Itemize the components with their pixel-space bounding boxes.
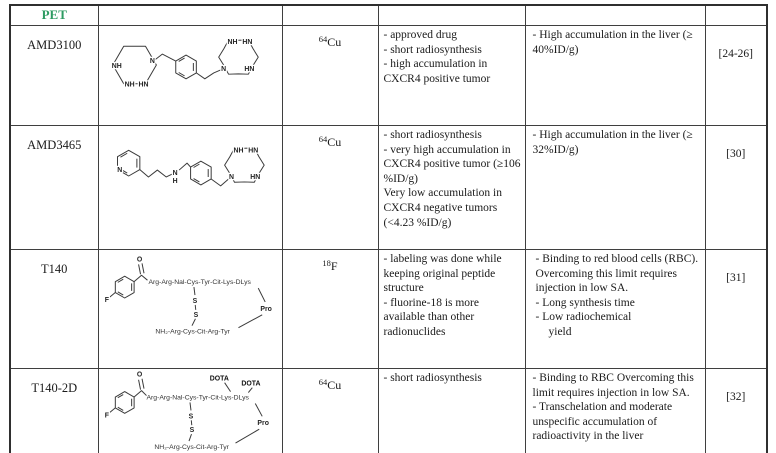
advantage-item: - fluorine-18 is more available than other radionuclides <box>383 296 479 338</box>
nh-label: NH <box>124 81 135 89</box>
n-label: N <box>229 173 235 181</box>
sulfur-label: S <box>188 413 194 421</box>
empty-header-cell <box>525 5 705 26</box>
advantage-item: - short radiosynthesis <box>383 372 482 384</box>
sulfur-label: S <box>192 297 198 305</box>
table-row-amd3100 <box>10 26 767 126</box>
chemical-structure-amd3100 <box>98 26 282 126</box>
chemical-structure-t140 <box>98 250 282 369</box>
hn-label: HN <box>250 173 261 181</box>
amd3100-structure-drawing <box>99 27 281 101</box>
nh-label: NH <box>227 39 238 47</box>
chemical-structure-t140-2d <box>98 369 282 453</box>
limitation-item: - Long synthesis time <box>535 296 635 309</box>
tracer-table <box>9 4 768 453</box>
t140-2d-structure-drawing <box>99 370 281 453</box>
advantages-cell <box>378 250 525 369</box>
proline-label: Pro <box>257 420 269 428</box>
limitation-item: - Binding to red blood cells (RBC). Overcoming this limit requires injection in low SA. <box>535 253 699 295</box>
limitations-cell <box>525 126 705 250</box>
chemical-structure-amd3465 <box>98 126 282 250</box>
limitation-item: - High accumulation in the liver (≥ 32%ID/g) <box>532 129 693 156</box>
hn-label: HN <box>248 147 259 155</box>
limitation-item: - High accumulation in the liver (≥ 40%ID/g) <box>532 29 693 56</box>
nh-label: NH <box>111 62 122 70</box>
carbonyl-o-label: O <box>136 371 143 379</box>
element-symbol: F <box>330 259 338 273</box>
amine-n-label: N <box>172 170 178 178</box>
empty-header-cell <box>378 5 525 26</box>
isotope-superscript: 18 <box>322 258 331 268</box>
modality-label: PET <box>10 5 98 26</box>
advantages-cell <box>378 369 525 453</box>
table-row-t140 <box>10 250 767 369</box>
element-symbol: Cu <box>327 35 342 49</box>
advantages-cell <box>378 26 525 126</box>
radionuclide <box>282 250 378 369</box>
radionuclide <box>282 126 378 250</box>
limitation-item: - Low radiochemical <box>535 311 632 324</box>
isotope-superscript: 64 <box>318 377 328 387</box>
empty-header-cell <box>98 5 282 26</box>
peptide-bottom-chain: NH₂-Arg-Cys-Cit-Arg-Tyr <box>154 443 229 451</box>
advantage-item: - very high accumulation in CXCR4 positive tumor (≥106 %ID/g) <box>383 143 521 185</box>
sulfur-label: S <box>193 311 199 319</box>
hn-label: HN <box>242 39 253 47</box>
reference-cell: [31] <box>705 250 767 369</box>
sulfur-label: S <box>189 427 195 435</box>
carbonyl-o-label: O <box>136 256 143 264</box>
reference-cell: [30] <box>705 126 767 250</box>
dota-tag: DOTA <box>241 380 261 388</box>
reference-cell: [24-26] <box>705 26 767 126</box>
compound-name: T140 <box>10 250 98 369</box>
dota-tag: DOTA <box>209 375 229 383</box>
advantages-cell <box>378 126 525 250</box>
peptide-top-chain: Arg-Arg-Nal-Cys-Tyr-Cit-Lys-DLys <box>148 279 251 287</box>
element-symbol: Cu <box>327 135 342 149</box>
section-header-row <box>10 5 767 26</box>
table-row-amd3465 <box>10 126 767 250</box>
isotope-superscript: 64 <box>318 34 328 44</box>
hn-label: HN <box>138 81 149 89</box>
amd3465-structure-drawing <box>99 127 281 225</box>
radionuclide <box>282 369 378 453</box>
t140-structure-drawing <box>99 251 281 344</box>
limitations-cell <box>525 250 705 369</box>
empty-header-cell <box>705 5 767 26</box>
limitations-cell <box>525 369 705 453</box>
limitations-cell <box>525 26 705 126</box>
nh-label: NH <box>233 147 244 155</box>
radionuclide <box>282 26 378 126</box>
amine-h-label: H <box>172 177 178 185</box>
peptide-bottom-chain: NH₂-Arg-Cys-Cit-Arg-Tyr <box>155 328 230 336</box>
table-row-t140-2d <box>10 369 767 453</box>
fluorine-label: F <box>104 412 110 420</box>
reference-cell: [32] <box>705 369 767 453</box>
n-label: N <box>149 58 155 66</box>
empty-header-cell <box>282 5 378 26</box>
compound-name: T140-2D <box>10 369 98 453</box>
advantage-item: - labeling was done while keeping original peptide structure <box>383 253 502 295</box>
peptide-top-chain: Arg-Arg-Nal-Cys-Tyr-Cit-Lys-DLys <box>146 394 249 402</box>
fluorine-label: F <box>104 296 110 304</box>
advantage-item: - short radiosynthesis <box>383 129 482 141</box>
pyridine-n-label: N <box>117 167 123 175</box>
n-label: N <box>221 65 227 73</box>
element-symbol: Cu <box>327 378 342 392</box>
compound-name: AMD3100 <box>10 26 98 126</box>
advantage-item: Very low accumulation in CXCR4 negative tumors (<4.23 %ID/g) <box>383 187 502 229</box>
limitation-item: yield <box>548 325 572 338</box>
hn-label: HN <box>244 65 255 73</box>
proline-label: Pro <box>260 305 272 313</box>
limitation-item: - Binding to RBC Overcoming this limit requires injection in low SA. <box>532 372 694 399</box>
limitation-item: - Transchelation and moderate unspecific accumulation of radioactivity in the liver <box>532 401 673 443</box>
advantage-item: - approved drug <box>383 29 457 41</box>
isotope-superscript: 64 <box>318 134 328 144</box>
advantage-item: - high accumulation in CXCR4 positive tumor <box>383 58 491 85</box>
compound-name: AMD3465 <box>10 126 98 250</box>
advantage-item: - short radiosynthesis <box>383 43 482 56</box>
